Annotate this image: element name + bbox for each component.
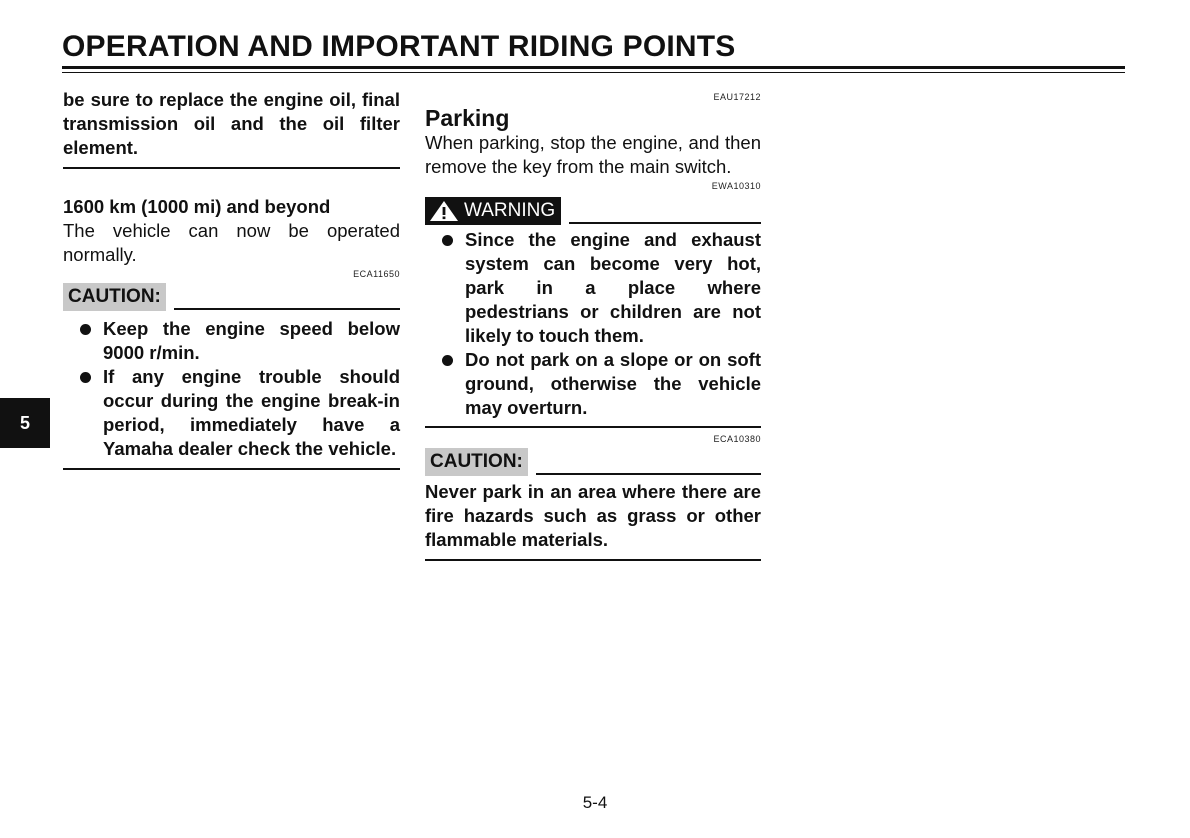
- chapter-number: 5: [19, 412, 30, 433]
- warning-icon: [429, 200, 459, 222]
- list-item: [63, 365, 400, 461]
- warning-header: [425, 197, 761, 225]
- caution-label: CAUTION:: [425, 448, 528, 476]
- divider: [425, 559, 761, 561]
- list-item: [63, 317, 400, 365]
- list-item: [425, 228, 761, 348]
- warning-label-box: [425, 197, 561, 225]
- list-item-text: Do not park on a slope or on soft ground, otherwise the vehicle may overturn.: [465, 349, 761, 418]
- divider: [425, 426, 761, 428]
- list-item: [425, 348, 761, 420]
- bullet-icon: [80, 324, 91, 335]
- caution-header: [63, 283, 400, 311]
- warning-list: [425, 228, 761, 420]
- chapter-tab: [0, 398, 50, 448]
- break-in-body: The vehicle can now be operated normally.: [63, 220, 400, 265]
- list-item-text: Since the engine and exhaust system can become very hot, park in a place where pedestrians or children are not likely to touch them.: [465, 229, 761, 346]
- bullet-icon: [442, 235, 453, 246]
- intro-paragraph: be sure to replace the engine oil, final transmission oil and the oil filter element.: [63, 89, 400, 158]
- page-title: OPERATION AND IMPORTANT RIDING POINTS: [62, 30, 736, 63]
- caution-code: ECA11650: [353, 269, 400, 279]
- parking-code: EAU17212: [713, 92, 761, 102]
- divider: [63, 468, 400, 470]
- caution-line: [536, 473, 761, 475]
- list-item-text: Keep the engine speed below 9000 r/min.: [103, 318, 400, 363]
- parking-title: Parking: [425, 105, 510, 131]
- parking-column: [425, 88, 761, 561]
- warning-line: [569, 222, 761, 224]
- header-rule-thick: [62, 66, 1125, 69]
- parking-body: When parking, stop the engine, and then remove the key from the main switch.: [425, 132, 761, 177]
- caution-line: [174, 308, 400, 310]
- break-in-subheading: 1600 km (1000 mi) and beyond: [63, 196, 331, 217]
- warning-code: EWA10310: [711, 181, 761, 191]
- header-rule-thin: [62, 72, 1125, 73]
- warning-label: WARNING: [464, 200, 556, 221]
- caution-label: CAUTION:: [63, 283, 166, 311]
- caution-list: [63, 317, 400, 461]
- parking-caution-code: ECA10380: [713, 434, 761, 444]
- bullet-icon: [442, 355, 453, 366]
- left-column: [63, 88, 400, 470]
- bullet-icon: [80, 372, 91, 383]
- list-item-text: If any engine trouble should occur during the engine break-in period, immediately have a Yamaha dealer check the vehicle.: [103, 366, 400, 459]
- page-number: 5-4: [582, 793, 608, 812]
- parking-caution-text: Never park in an area where there are fire hazards such as grass or other flammable materials.: [425, 481, 761, 550]
- parking-caution-header: [425, 448, 761, 476]
